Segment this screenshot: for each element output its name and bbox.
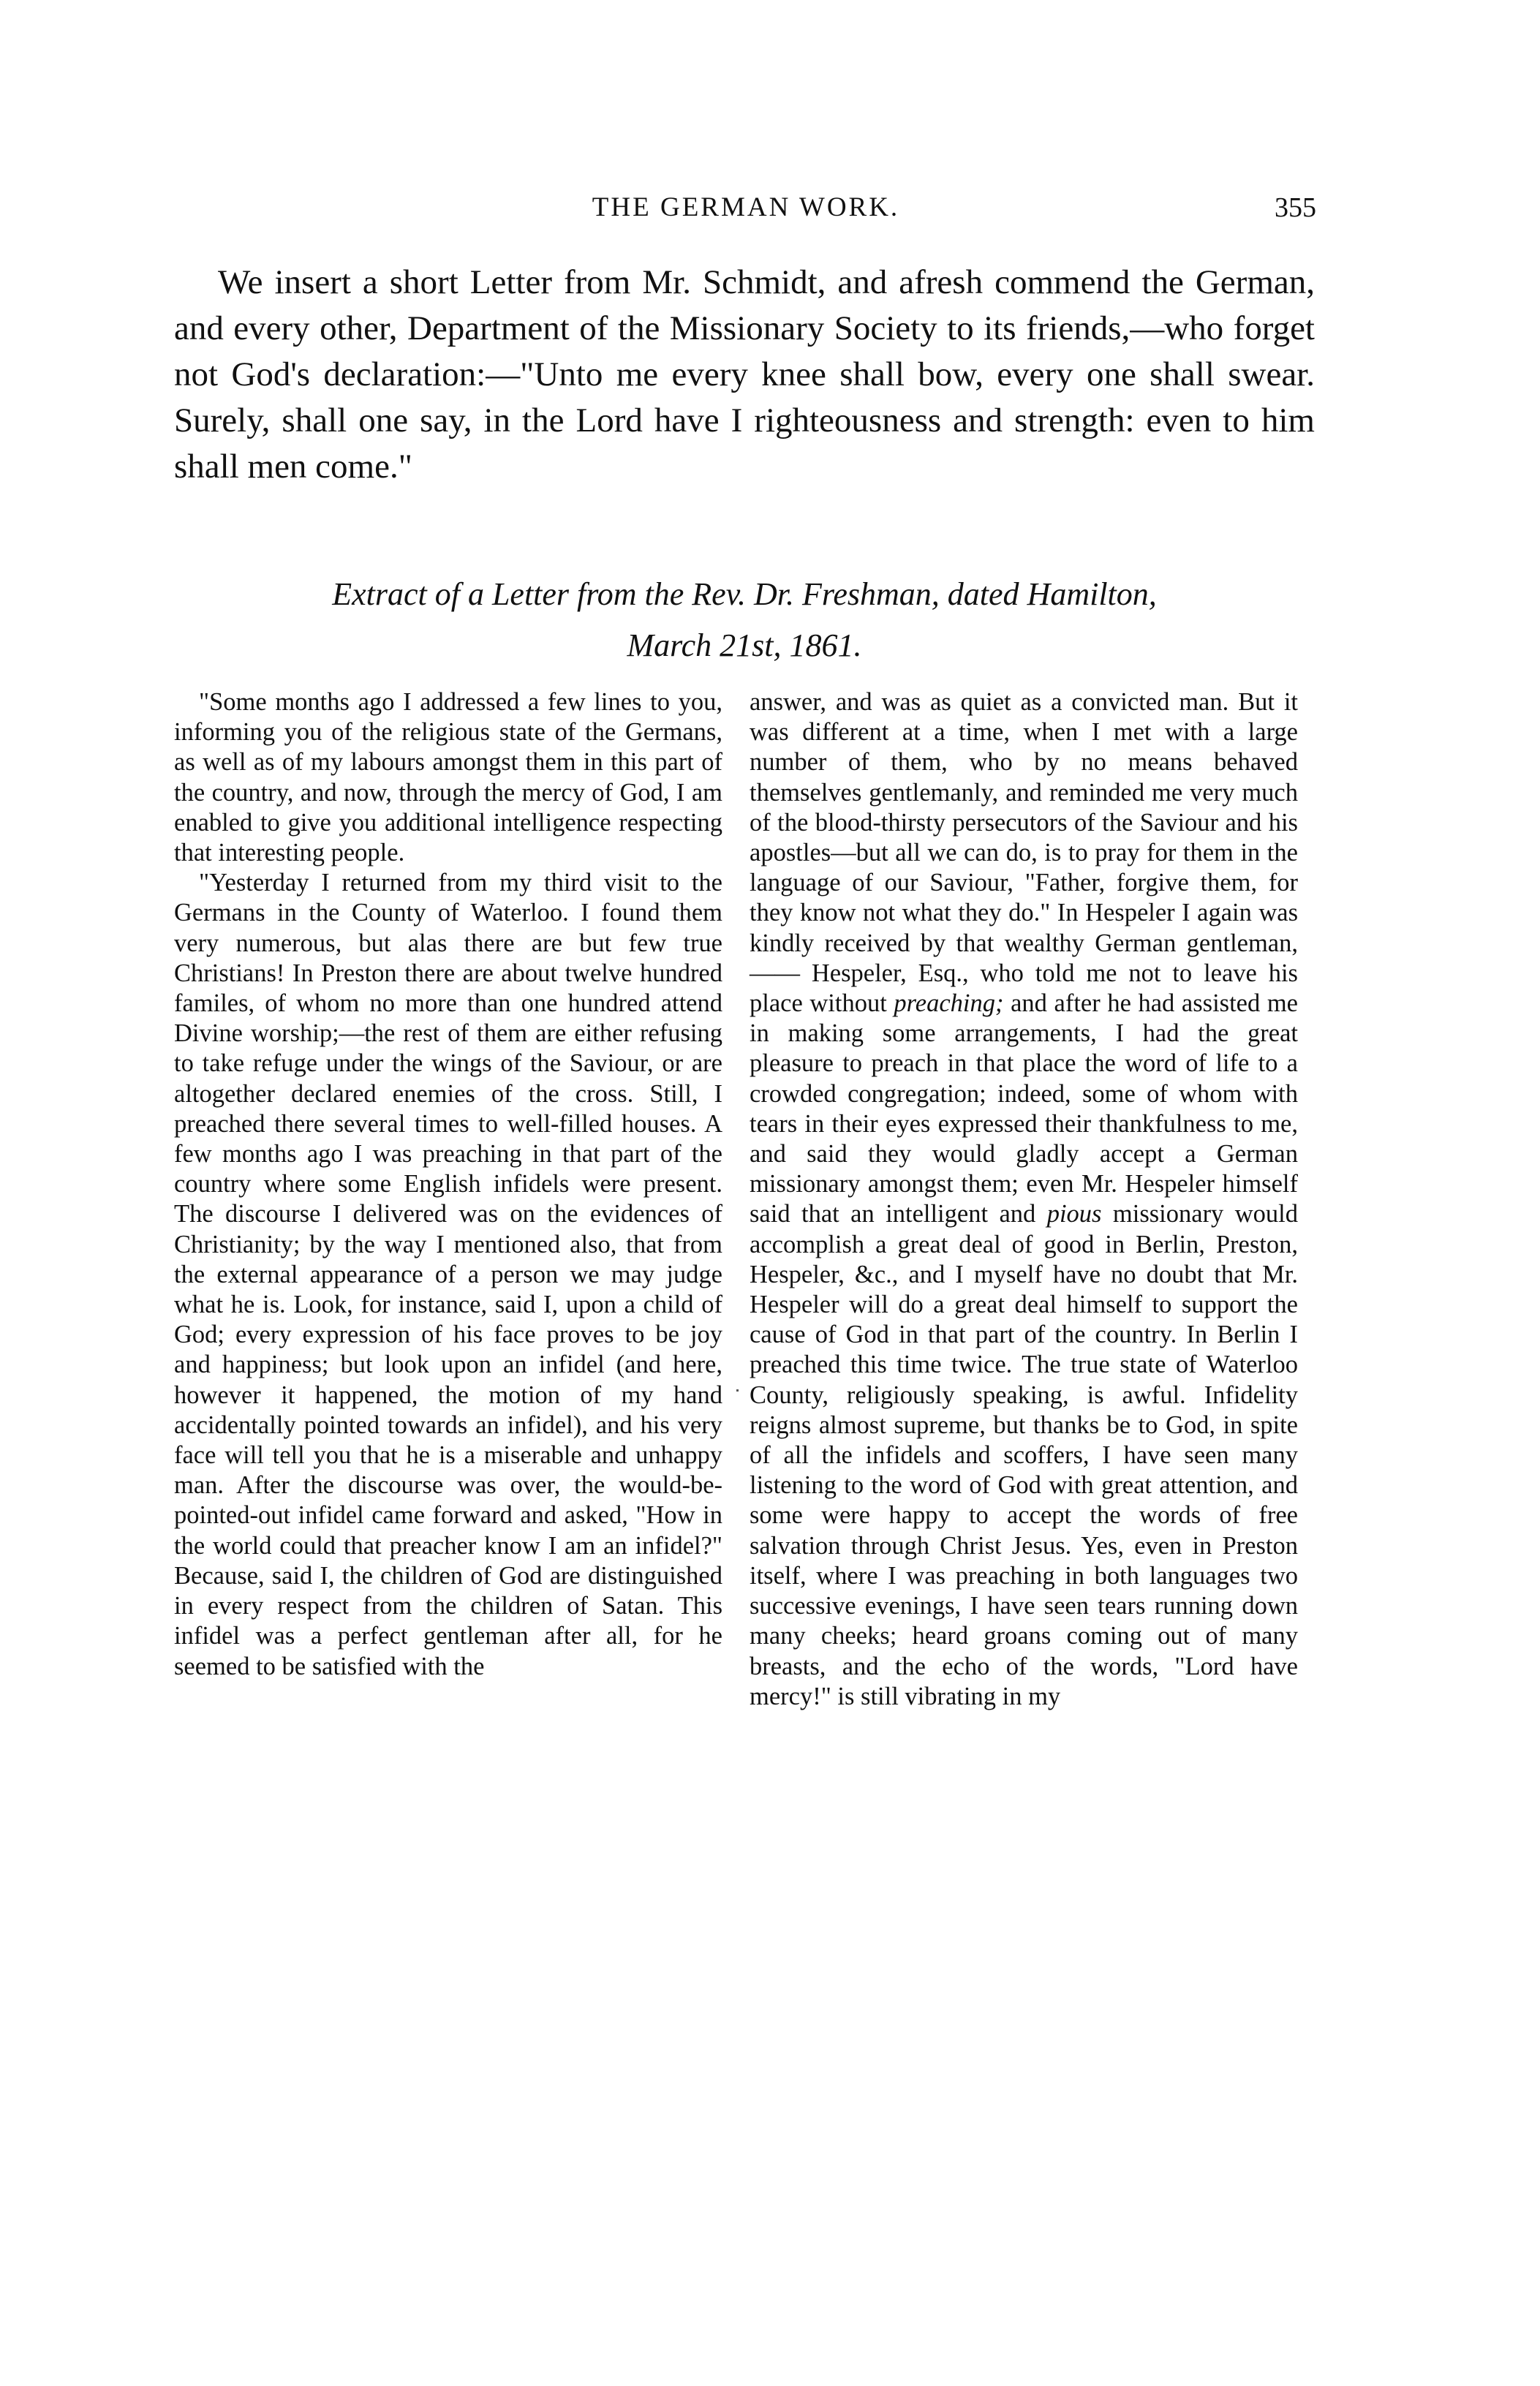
running-head bbox=[175, 192, 1316, 235]
letter-paragraph: "Some months ago I addressed a few lines to you, informing you of the religious state of the Germans, as well as of my labours amongst them in this part of the country, and now, through the mercy of God, I am enabled to give you additional intelligence respecting that interesting people. bbox=[174, 688, 722, 867]
letter-paragraph: "Yesterday I returned from my third visit to the Germans in the County of Waterloo. I found them very numerous, but alas there are but few true Christians! In Preston there are about twelve hundred familes, of whom no more than one hundred attend Divine worship;—the rest of them are either refusing to take refuge under the wings of the Saviour, or are altogether declared enemies of the cross. Still, I preached there several times to well-filled houses. A few months ago I was preaching in that part of the country where some English infidels were present. The discourse I delivered was on the evidences of Christianity; by the way I mentioned also, that from the external appearance of a person we may judge what he is. Look, for instance, said I, upon a child of God; every expression of his face proves to be joy and happiness; but look upon an infidel (and here, however it happened, the motion of my hand accidentally pointed towards an infidel), and his very face will tell you that he is a miserable and unhappy man. After the discourse was over, the would-be-pointed-out infidel came forward and asked, "How in the world could that preacher know I am an infidel?" Because, said I, the children of God are distinguished in every respect from the children of Satan. This infidel was a perfect gentleman after all, for he seemed to be satisfied with the bbox=[174, 869, 722, 1680]
page-number: 355 bbox=[1275, 192, 1316, 223]
extract-heading-line-1: Extract of a Letter from the Rev. Dr. Freshman, dated Hamilton, bbox=[332, 576, 1157, 612]
letter-text: missionary would accomplish a great deal of good in Berlin, Preston, Hespeler, &c., and I myself have no doubt that Mr. Hespeler will do a great deal himself to support the cause of God in that part of the country. In Berlin I preached this time twice. The true state of Waterloo County, religiously speaking, is awful. Infidelity reigns almost supreme, but thanks be to God, in spite of all the infidels and scoffers, I have seen many listening to the word of God with great attention, and some were happy to accept the words of free salvation through Christ Jesus. Yes, even in Preston itself, where I was preaching in both languages two successive evenings, I have seen tears running down many cheeks; heard groans coming out of many breasts, and the echo of the words, "Lord have mercy!" is still vibrating in my bbox=[750, 1200, 1298, 1710]
emphasis-pious: pious bbox=[1046, 1200, 1102, 1228]
running-title: THE GERMAN WORK. bbox=[592, 192, 900, 222]
letter-column-right bbox=[750, 687, 1298, 1712]
extract-heading-line-2: March 21st, 1861. bbox=[627, 627, 862, 663]
emphasis-preaching: preaching; bbox=[894, 989, 1004, 1018]
extract-heading bbox=[174, 569, 1315, 671]
column-divider-mark bbox=[736, 1389, 739, 1392]
intro-paragraph: We insert a short Letter from Mr. Schmidt, and afresh commend the German, and every other, Department of the Missionary Society to its friends,—who forget not God's declaration:—"Unto me every knee shall bow, every one shall swear. Surely, shall one say, in the Lord have I righteousness and strength: even to him shall men come." bbox=[174, 263, 1315, 486]
letter-paragraph-continued bbox=[750, 687, 1298, 1712]
letter-text: and after he had assisted me in making some arrangements, I had the great pleasure to preach in that place the word of life to a crowded congregation; indeed, some of whom with tears in their eyes expressed their thankfulness to me, and said they would gladly accept a German missionary amongst them; even Mr. Hespeler himself said that an intelligent and bbox=[750, 989, 1298, 1228]
letter-text: answer, and was as quiet as a convicted man. But it was different at a time, when I met with a large number of them, who by no means behaved themselves gentlemanly, and reminded me very much of the blood-thirsty persecutors of the Saviour and his apostles—but all we can do, is to pray for them in the language of our Saviour, "Father, forgive them, for they know not what they do." In Hespeler I again was kindly received by that wealthy German gentleman, —— Hespeler, Esq., who told me not to leave his place without bbox=[750, 688, 1298, 1018]
letter-column-left bbox=[174, 687, 722, 1682]
